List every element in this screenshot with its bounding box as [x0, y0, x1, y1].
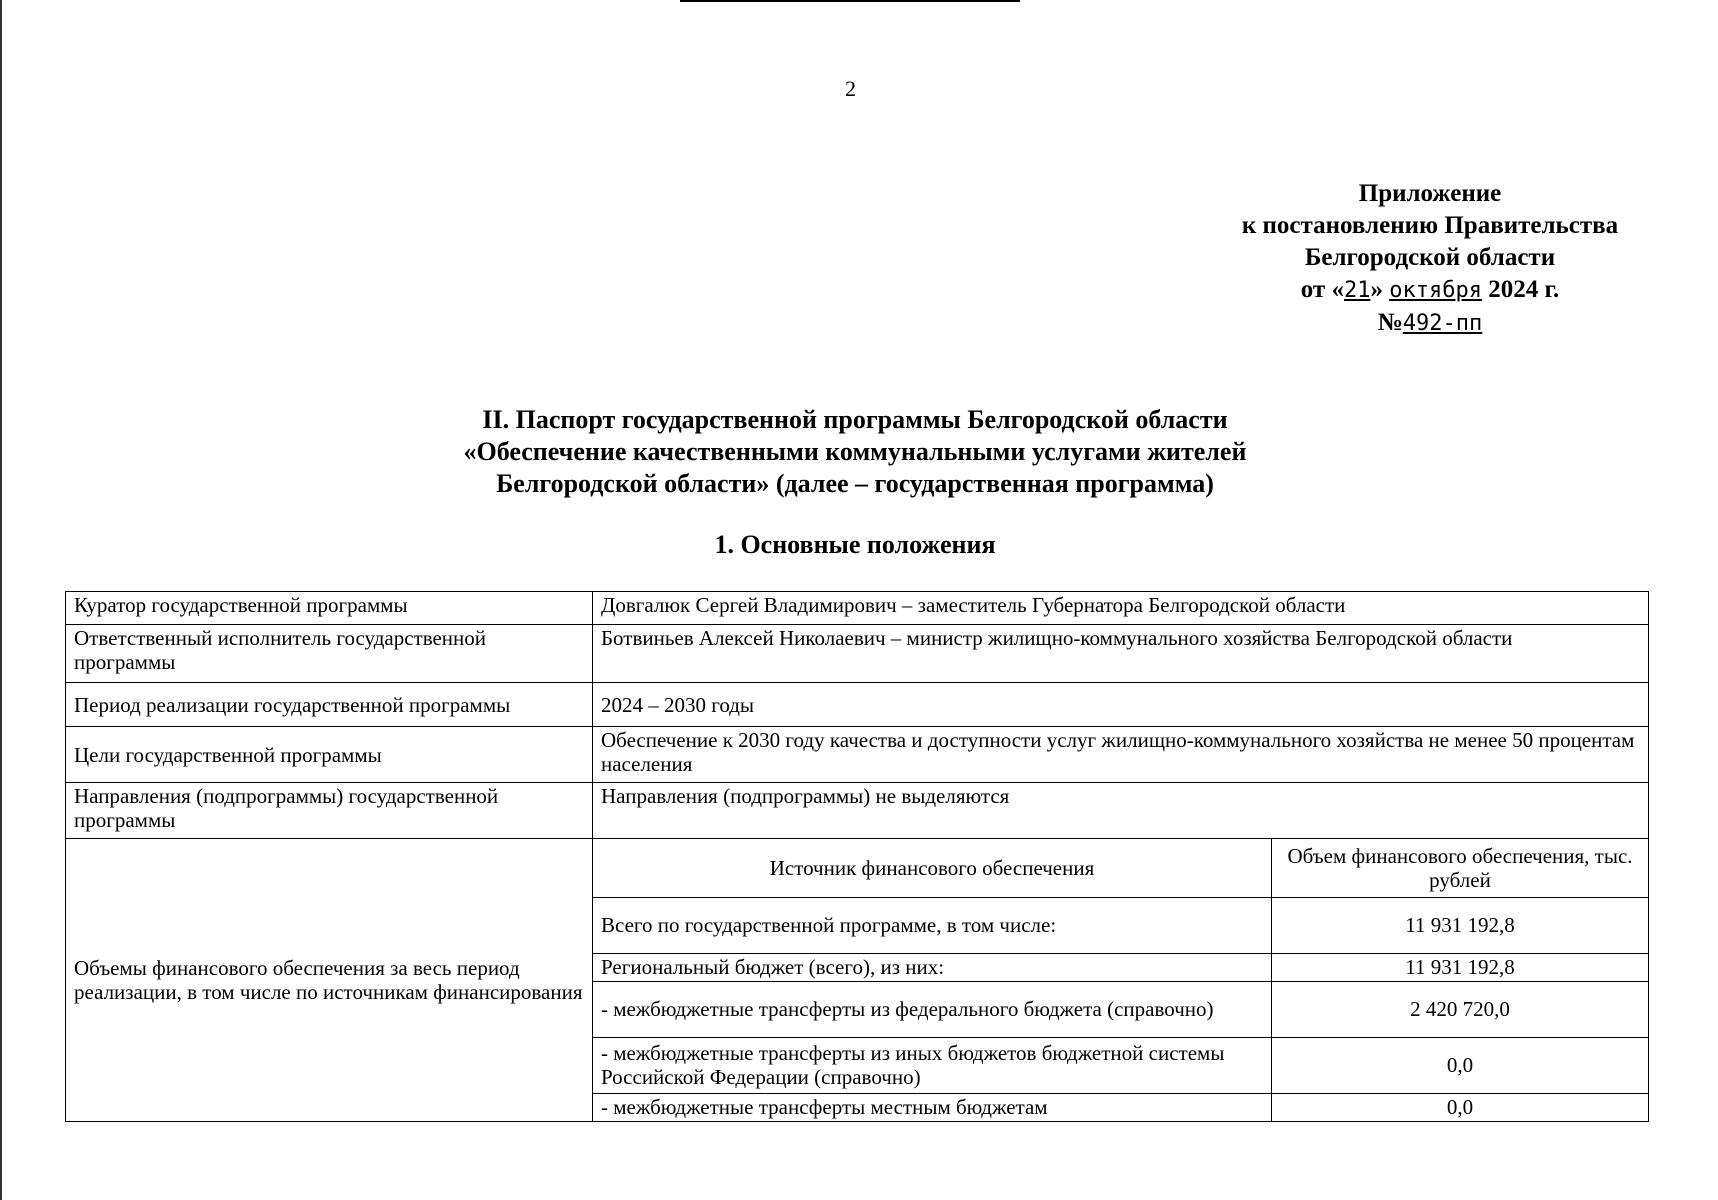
- document-title-line-1: II. Паспорт государственной программы Белгородской области: [482, 405, 1228, 434]
- annex-title: Приложение: [1358, 180, 1502, 207]
- annex-date-mid: »: [1370, 276, 1383, 303]
- table-row: [66, 592, 1649, 625]
- document-title-line-2: «Обеспечение качественными коммунальными услугами жителей: [463, 437, 1247, 466]
- funding-row: [593, 897, 1648, 953]
- funding-header-amount: Объем финансового обеспечения, тыс. рублей: [1272, 839, 1649, 897]
- table-row: [66, 783, 1649, 839]
- funding-source: Региональный бюджет (всего), из них:: [593, 953, 1272, 981]
- funding-row: [593, 1037, 1648, 1093]
- scan-artifact-left-edge: [0, 0, 2, 1200]
- funding-amount: 11 931 192,8: [1272, 953, 1649, 981]
- annex-date-prefix: от «: [1300, 276, 1344, 303]
- row-label: Куратор государственной программы: [66, 592, 593, 625]
- funding-source: - межбюджетные трансферты из иных бюджетов бюджетной системы Российской Федерации (справочно): [593, 1037, 1272, 1093]
- funding-label: Объемы финансового обеспечения за весь период реализации, в том числе по источникам финансирования: [66, 839, 593, 1122]
- table-row: [66, 625, 1649, 683]
- annex-date-line: [1180, 274, 1680, 307]
- scan-artifact-top-line: [680, 0, 1020, 2]
- annex-number-prefix: №: [1377, 309, 1403, 336]
- funding-source: Всего по государственной программе, в том числе:: [593, 897, 1272, 953]
- annex-block: [1180, 178, 1680, 340]
- page-number: 2: [845, 76, 856, 101]
- row-value: 2024 – 2030 годы: [593, 683, 1649, 727]
- document-title-line-3: Белгородской области» (далее – государственная программа): [496, 469, 1214, 498]
- annex-line-region: Белгородской области: [1304, 244, 1556, 271]
- funding-amount: 2 420 720,0: [1272, 981, 1649, 1037]
- table-row: [66, 727, 1649, 783]
- annex-line-resolution: к постановлению Правительства: [1241, 212, 1619, 239]
- row-value: Ботвиньев Алексей Николаевич – министр жилищно-коммунального хозяйства Белгородской области: [593, 625, 1649, 683]
- funding-cell: [593, 839, 1649, 1122]
- annex-number-line: [1180, 307, 1680, 340]
- row-label: Ответственный исполнитель государственной программы: [66, 625, 593, 683]
- funding-row: [593, 953, 1648, 981]
- row-label: Направления (подпрограммы) государственной программы: [66, 783, 593, 839]
- row-value: Направления (подпрограммы) не выделяются: [593, 783, 1649, 839]
- row-value: Довгалюк Сергей Владимирович – заместитель Губернатора Белгородской области: [593, 592, 1649, 625]
- section-title: 1. Основные положения: [714, 530, 996, 559]
- funding-row: [593, 981, 1648, 1037]
- table-row: [66, 683, 1649, 727]
- funding-row: [593, 1093, 1648, 1121]
- document-title: [60, 404, 1650, 500]
- annex-date-year: 2024 г.: [1488, 276, 1560, 303]
- funding-amount: 11 931 192,8: [1272, 897, 1649, 953]
- funding-amount: 0,0: [1272, 1093, 1649, 1121]
- row-label: Период реализации государственной программы: [66, 683, 593, 727]
- funding-table: [593, 839, 1648, 1121]
- funding-source: - межбюджетные трансферты из федерального бюджета (справочно): [593, 981, 1272, 1037]
- funding-header-row: [593, 839, 1648, 897]
- annex-date-month: октября: [1389, 278, 1482, 303]
- funding-amount: 0,0: [1272, 1037, 1649, 1093]
- funding-header-source: Источник финансового обеспечения: [593, 839, 1272, 897]
- annex-date-day: 21: [1343, 278, 1371, 303]
- passport-table: [65, 591, 1649, 1122]
- row-label: Цели государственной программы: [66, 727, 593, 783]
- funding-source: - межбюджетные трансферты местным бюджетам: [593, 1093, 1272, 1121]
- annex-number-value: 492-пп: [1402, 311, 1483, 336]
- table-row-funding: [66, 839, 1649, 1122]
- row-value: Обеспечение к 2030 году качества и доступности услуг жилищно-коммунального хозяйства не менее 50 процентам населения: [593, 727, 1649, 783]
